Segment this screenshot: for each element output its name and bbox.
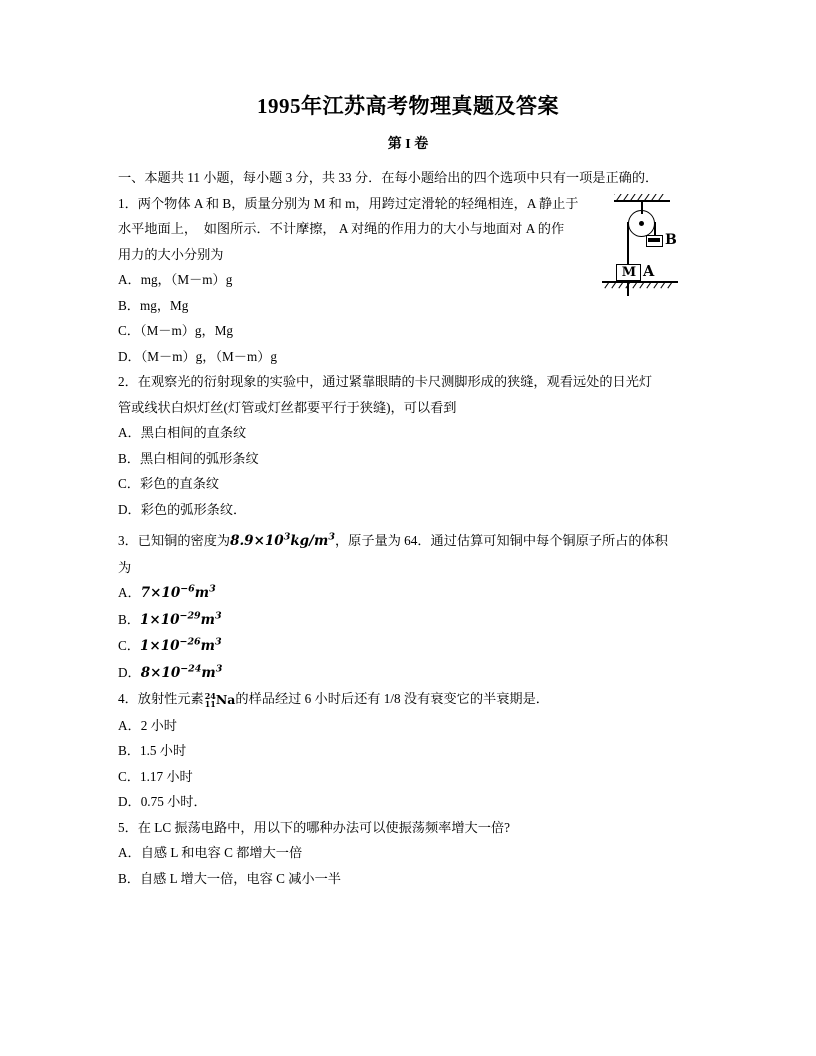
option-c-unit: m (200, 638, 215, 654)
section-instruction: 一、本题共 11 小题，每小题 3 分，共 33 分．在每小题给出的四个选项中只有一项是正确的． (118, 170, 659, 185)
question-3-option-b (118, 607, 708, 634)
option-d-letter: D． (118, 664, 141, 680)
question-2-stem-line-1: 2．在观察光的衍射现象的实验中，通过紧靠眼睛的卡尺测脚形成的狭缝，观看远处的日光灯 (118, 374, 653, 389)
isotope-mass-number: 24 (204, 690, 216, 701)
option-c-mantissa: 1×10 (139, 638, 180, 654)
question-3-stem-line-2: 为 (118, 559, 132, 575)
question-3-density-value (230, 533, 335, 549)
option-b-value (140, 612, 222, 628)
pulley-axle-icon (639, 221, 644, 226)
option-a-mantissa: 7×10 (140, 585, 181, 601)
question-2-option-b: B．黑白相间的弧形条纹 (118, 450, 259, 466)
option-c-exponent: −26 (179, 636, 201, 648)
question-1-option-c: C．（M－m）g，Mg (118, 323, 234, 338)
question-4 (118, 686, 708, 815)
isotope-numbers (205, 692, 216, 708)
question-3-stem-line-1 (118, 528, 708, 555)
density-exponent: 3 (283, 531, 291, 543)
option-d-exponent: −24 (180, 663, 202, 674)
question-1-option-b: B．mg，Mg (118, 297, 189, 313)
question-4-stem (118, 686, 708, 713)
question-1-stem-line-3: 用力的大小分别为 (118, 246, 224, 262)
isotope-notation (204, 687, 236, 713)
option-a-exponent: −6 (180, 583, 195, 595)
question-2-stem-line-2: 管或线状白炽灯丝(灯管或灯丝都要平行于狭缝)，可以看到 (118, 399, 457, 415)
option-d-value (141, 665, 223, 681)
question-4-option-b: B．1.5 小时 (118, 743, 187, 758)
question-4-option-d: D．0.75 小时． (118, 794, 207, 809)
question-3-option-d (118, 660, 708, 687)
question-2-option-d: D．彩色的弧形条纹． (118, 501, 247, 517)
question-3-option-c (118, 633, 708, 660)
option-d-mantissa: 8×10 (140, 664, 181, 681)
option-d-unit-exponent: 3 (215, 663, 223, 674)
block-b-fill (648, 238, 660, 242)
density-unit-exponent: 3 (328, 531, 335, 543)
question-4-prefix: 4．放射性元素 (118, 691, 204, 706)
rope-right-segment (654, 222, 656, 236)
density-mantissa: 8.9×10 (230, 533, 284, 549)
question-5-stem: 5．在 LC 振荡电路中，用以下的哪种办法可以使振荡频率增大一倍? (118, 819, 510, 835)
question-2 (118, 369, 708, 522)
question-4-option-a: A．2 小时 (118, 717, 177, 733)
question-2-option-c: C．彩色的直条纹 (118, 476, 220, 491)
question-5 (118, 815, 708, 892)
option-d-unit: m (201, 664, 216, 681)
option-b-unit: m (200, 611, 215, 628)
isotope-atomic-number: 11 (204, 698, 216, 709)
option-a-letter: A． (118, 585, 141, 600)
question-5-option-b: B．自感 L 增大一倍，电容 C 减小一半 (118, 870, 341, 886)
page-title: 1995年江苏高考物理真题及答案 (257, 94, 559, 118)
question-3 (118, 528, 708, 686)
option-c-value (140, 638, 222, 654)
option-c-unit-exponent: 3 (214, 636, 222, 648)
question-2-option-a: A．黑白相间的直条纹 (118, 425, 247, 440)
density-unit: kg/m (290, 533, 329, 549)
option-a-unit: m (194, 585, 210, 601)
question-1-stem-line-1: 1．两个物体 A 和 B，质量分别为 M 和 m，用跨过定滑轮的轻绳相连，A 静止于 (118, 195, 579, 211)
question-3-prefix: 3．已知铜的密度为 (118, 533, 231, 548)
question-1-option-a: A．mg，（M－m）g (118, 272, 233, 287)
option-b-letter: B． (118, 611, 140, 627)
option-b-unit-exponent: 3 (214, 610, 222, 621)
ground-hatching (602, 282, 678, 290)
option-b-mantissa: 1×10 (139, 611, 180, 628)
section-subtitle: 第 I 卷 (387, 137, 429, 152)
option-c-letter: C． (118, 638, 140, 653)
block-a-label: A (643, 263, 655, 280)
block-b-label: B (665, 232, 677, 248)
block-a-mass-label: M (621, 265, 637, 280)
option-b-exponent: −29 (179, 610, 201, 621)
question-3-suffix: ，原子量为 64．通过估算可知铜中每个铜原子所占的体积 (334, 533, 668, 548)
question-3-option-a (118, 580, 708, 607)
question-4-suffix: 的样品经过 6 小时后还有 1/8 没有衰变它的半衰期是． (235, 691, 549, 706)
isotope-symbol: Na (215, 691, 236, 707)
option-a-value (141, 585, 216, 601)
question-1-stem-line-2: 水平地面上， 如图所示．不计摩擦， A 对绳的作用力的大小与地面对 A 的作 (118, 221, 565, 236)
question-5-option-a: A．自感 L 和电容 C 都增大一倍 (118, 845, 303, 860)
pulley-figure (596, 186, 700, 294)
question-4-option-c: C．1.17 小时 (118, 768, 193, 784)
question-1-option-d: D．（M－m）g，（M－m）g (118, 348, 277, 364)
option-a-unit-exponent: 3 (209, 583, 216, 595)
